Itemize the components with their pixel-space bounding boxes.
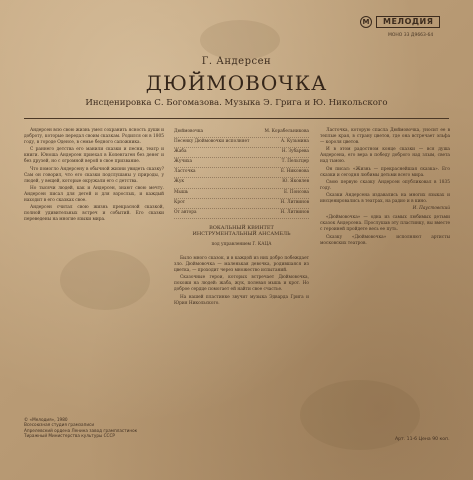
cast-row [174, 168, 309, 178]
cast-row [174, 189, 309, 199]
cast-role: Жук [174, 179, 185, 185]
essay-paragraph: Было много сказок, и в каждой из них добро побеждает зло. Дюймовочка — маленькая девочка, родившаяся из цветка, — проходит через множество испытаний. [174, 255, 309, 274]
cast-actor: А. Кузьмина [280, 139, 309, 145]
cast-actor: Е. Понсова [283, 189, 309, 195]
cast-actor: Н. Зубарева [281, 149, 309, 155]
essay-paragraph: На нашей пластинке звучит музыка Эдварда Грига и Юрия Никольского. [174, 294, 309, 306]
paper-stain [60, 250, 150, 310]
footer-line: Всесоюзная студия грамзаписи [24, 422, 95, 428]
cast-role: Жучиха [174, 159, 193, 165]
cast-role: Песенку Дюймовочки исполняет [174, 139, 250, 145]
melodiya-logo [360, 16, 464, 28]
essay-column-left [24, 128, 164, 224]
essay-paragraph: Андерсен всю свою жизнь умел сохранить ясность души и доброту, которые передал своим сказкам. Родился он в 1805 году, в городе Оденсе, в семье бедного сапожника. [24, 128, 164, 146]
cast-role: Ласточка [174, 169, 196, 175]
ensemble-credit [174, 225, 309, 238]
cast-list [174, 128, 309, 219]
cast-role: Крот [174, 199, 186, 205]
essay-paragraph: Он писал: «Жизнь — прекраснейшая сказка». Его сказки и сегодня любимы детьми всего мира. [320, 166, 450, 178]
catalog-number: МОНО 33 Д9663-64 [388, 33, 434, 38]
essay-paragraph: «Дюймовочка» — одна из самых любимых детьми сказок Андерсена. Прослушав эту пластинку, вы вместе с героиней пройдете весь ее путь. [320, 215, 450, 233]
price-label: Арт. 11-6 Цена 90 коп. [395, 437, 450, 442]
essay-signature: И. Паустовский [412, 206, 450, 212]
melodiya-logo-text: МЕЛОДИЯ [376, 16, 440, 28]
essay-paragraph: Ласточка, которую спасла Дюймовочка, уносит ее в теплые края, в страну цветов, где она встречает эльфа — короля цветов. [320, 128, 450, 146]
cast-row [174, 148, 309, 158]
essay-paragraph: Сказку «Дюймовочка» исполняют артисты московских театров. [320, 234, 450, 246]
cast-role: Дюймовочка [174, 129, 204, 134]
cast-row [174, 199, 309, 209]
ensemble-line: ИНСТРУМЕНТАЛЬНЫЙ АНСАМБЛЬ [192, 231, 291, 238]
cast-row [174, 158, 309, 168]
essay-paragraph: С раннего детства его манили сказки и песни, театр и книги. Юноша Андерсен приехал в Копенгаген без денег и без друзей, но с огромной верой в свое призвание. [24, 147, 164, 165]
essay-paragraph: Андерсен считал свою жизнь прекрасной сказкой, полной удивительных встреч и событий. Его сказки переведены на многие языки мира. [24, 205, 164, 223]
essay-paragraph: Но тысячи людей, как и Андерсен, знают свою мечту. Андерсен писал для детей и для взрослых, и каждый находит в его сказках свое. [24, 185, 164, 204]
cast-actor: Н. Литвинов [280, 199, 309, 205]
cast-role: Мышь [174, 189, 189, 195]
cast-actor: Е. Никонова [280, 169, 309, 175]
cast-row [174, 178, 309, 188]
cast-actor: Ю. Яковлев [282, 179, 309, 185]
ensemble-line: ВОКАЛЬНЫЙ КВИНТЕТ [209, 224, 274, 231]
cast-role: От автора [174, 209, 197, 215]
album-title: ДЮЙМОВОЧКА [145, 71, 328, 95]
cast-actor: М. Корабельникова [264, 129, 309, 134]
author-name: Г. Андерсен [201, 56, 272, 67]
cast-row [174, 128, 309, 138]
essay-paragraph: Сказки Андерсена издавались на многих языках и инсценировались в театрах, на радио и в кино. [320, 192, 450, 205]
essay-paragraph: Свою первую сказку Андерсен опубликовал в 1835 году. [320, 179, 450, 191]
paper-stain [200, 20, 280, 60]
essay-paragraph: И в этом радостном конце сказки — вся душа Андерсена, его вера в победу доброго над злым, света над тьмою. [320, 147, 450, 165]
cast-row [174, 209, 309, 219]
footer-line: Тиражный Министерства культуры СССР [24, 433, 115, 439]
cast-row [174, 138, 309, 148]
credits-line: Инсценировка С. Богомазова. Музыка Э. Грига и Ю. Никольского [85, 98, 388, 108]
essay-column-right [320, 128, 450, 248]
cast-role: Жаба [174, 149, 187, 155]
cast-actor: Н. Литвинов [280, 209, 309, 215]
publisher-footer [24, 417, 174, 439]
ensemble-director: под управлением Г. КАЦА [211, 241, 272, 247]
footer-line: © «Мелодия», 1980 [24, 417, 68, 422]
melodiya-logo-icon: М [360, 16, 372, 28]
cast-column [174, 128, 309, 308]
cast-actor: Т. Пельтцер [281, 159, 309, 165]
footer-line: Апрелевский ордена Ленина завод грампластинок [24, 427, 138, 433]
essay-paragraph: Сказочные герои, которых встречает Дюймовочка, похожи на людей: жаба, жук, полевая мышь и крот. Но доброе сердце помогает ей найти свое счастье. [174, 275, 309, 293]
essay-paragraph: Что помогло Андерсену в обычной жизни увидеть сказку? Сам он говорил, что его сказки подслушаны у природы, у людей, у вещей, которые окружали его с детства. [24, 166, 164, 184]
header-divider [24, 118, 449, 119]
